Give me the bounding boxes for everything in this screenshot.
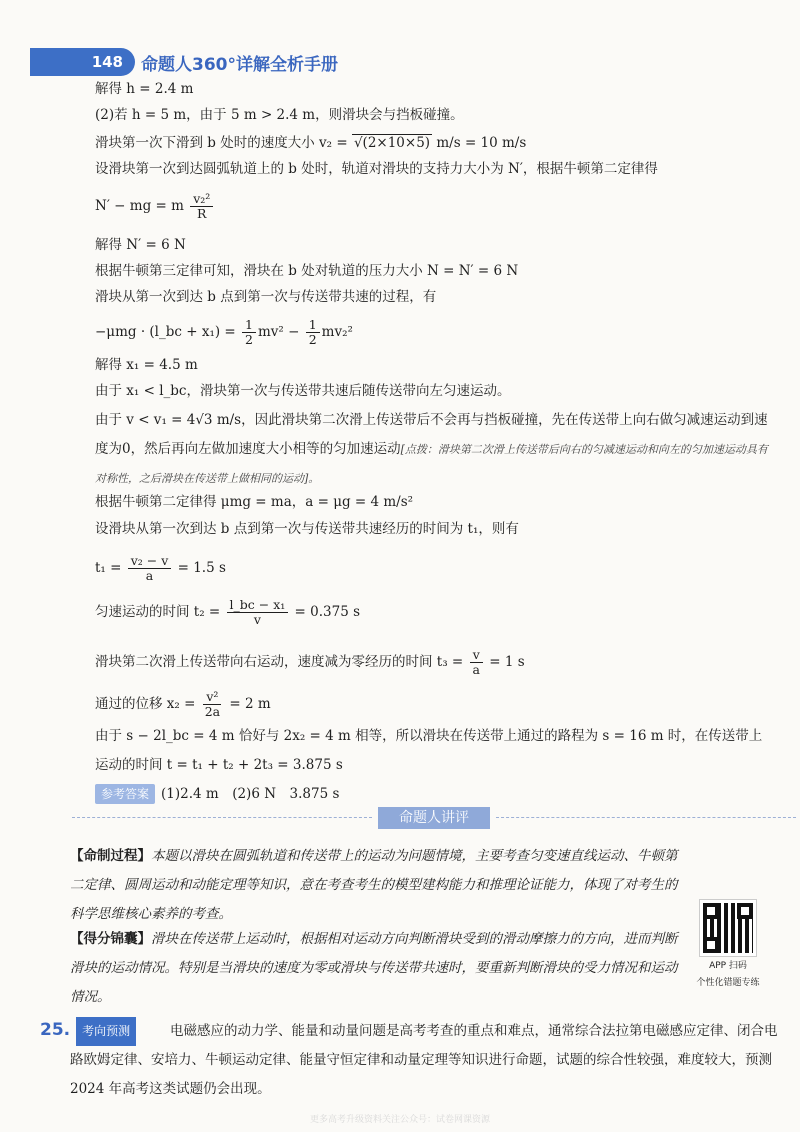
text-segment: m/s = 10 m/s xyxy=(432,135,527,151)
solution-paragraph: 由于 s − 2l_bc = 4 m 恰好与 2x₂ = 4 m 相等，所以滑块在传送带上通过的路程为 s = 16 m 时，在传送带上运动的时间 t = t₁ + t₂ + 2t₃ = 3.875 s xyxy=(95,728,763,773)
text-segment: mv² − xyxy=(257,324,304,340)
commentary-tag: 【命制过程】 xyxy=(70,848,151,864)
solution-line xyxy=(95,648,525,677)
commentary-text: 滑块在传送带上运动时，根据相对运动方向判断滑块受到的滑动摩擦力的方向，进而判断滑块的运动情况。特别是当滑块的速度为零或滑块与传送带共速时，要重新判断滑块的受力情况和运动情况。 xyxy=(70,931,678,1005)
commentary-tips xyxy=(70,925,680,1012)
solution-line xyxy=(95,554,226,583)
footer-watermark: 更多高考升级资料关注公众号：试卷网课资源 xyxy=(309,1115,490,1125)
sqrt-expression: √(2×10×5) xyxy=(353,135,431,151)
denominator: a xyxy=(145,568,154,583)
solution-line xyxy=(95,598,360,627)
tip-note: [点拨：滑块第二次滑上传送带后向右的匀减速运动和向左的匀加速运动具有对称性，之后滑块在传送带上做相同的运动]。 xyxy=(95,443,768,485)
qr-caption: 个性化错题专练 xyxy=(696,978,760,988)
solution-line xyxy=(95,690,271,719)
numerator: v² xyxy=(203,690,221,705)
text-segment: 由于 v < v₁ = 4√3 m/s，因此滑块第二次滑上传送带后不会再与挡板碰撞，先在传送带上向右做匀减速运动到速度为0，然后再向左做加速度大小相等的匀加速运动 xyxy=(95,412,768,457)
solution-line xyxy=(95,192,215,221)
denominator: 2 xyxy=(245,332,253,347)
fraction xyxy=(202,690,223,719)
question-tag: 考向预测 xyxy=(76,1017,136,1046)
numerator: l_bc − x₁ xyxy=(227,598,289,613)
text-segment: N′ − mg = m xyxy=(95,198,184,214)
answer-label: 参考答案 xyxy=(95,784,155,804)
numerator: 1 xyxy=(306,318,320,333)
book-title: 命题人360°详解全析手册 xyxy=(141,54,338,75)
text-segment: 匀速运动的时间 t₂ = xyxy=(95,604,225,620)
fraction xyxy=(306,318,320,347)
fraction xyxy=(470,648,483,677)
fraction xyxy=(227,598,289,627)
text-segment: 通过的位移 x₂ = xyxy=(95,696,200,712)
solution-line xyxy=(95,318,353,347)
commentary-text: 本题以滑块在圆弧轨道和传送带上的运动为问题情境，主要考查匀变速直线运动、牛顿第二定律、圆周运动和动能定理等知识，意在考查考生的模型建构能力和推理论证能力，体现了对考生的科学思维核心素养的考查。 xyxy=(70,848,678,922)
solution-line: 解得 x₁ = 4.5 m xyxy=(95,357,198,373)
solution-line: 解得 N′ = 6 N xyxy=(95,237,186,253)
solution-line: 设滑块从第一次到达 b 点到第一次与传送带共速经历的时间为 t₁，则有 xyxy=(95,521,519,537)
question-number: 25. xyxy=(40,1020,71,1040)
solution-line: 设滑块第一次到达圆弧轨道上的 b 处时，轨道对滑块的支持力大小为 N′，根据牛顿第二定律得 xyxy=(95,161,658,177)
text-segment: mv₂² xyxy=(321,324,353,340)
page-number-tab: 148 xyxy=(30,48,135,76)
qr-code-block[interactable] xyxy=(688,900,768,990)
commentary-banner: 命题人讲评 xyxy=(378,807,490,829)
denominator: v xyxy=(253,612,261,627)
numerator: v xyxy=(470,648,483,663)
answer-text: (1)2.4 m (2)6 N 3.875 s xyxy=(161,786,340,802)
text-segment: = 1.5 s xyxy=(173,560,226,576)
qr-caption: APP 扫码 xyxy=(709,961,747,971)
answer-line xyxy=(95,784,339,804)
fraction xyxy=(128,554,172,583)
text-segment: t₁ = xyxy=(95,560,126,576)
solution-line: 根据牛顿第三定律可知，滑块在 b 处对轨道的压力大小 N = N′ = 6 N xyxy=(95,263,519,279)
numerator: 1 xyxy=(242,318,256,333)
commentary-tag: 【得分锦囊】 xyxy=(70,931,151,947)
page-header xyxy=(30,48,410,76)
denominator: R xyxy=(197,206,207,221)
text-segment: −μmg · (l_bc + x₁) = xyxy=(95,324,241,340)
fraction xyxy=(190,192,213,221)
text-segment: = 0.375 s xyxy=(290,604,361,620)
question-text: 电磁感应的动力学、能量和动量问题是高考考查的重点和难点，通常综合法拉第电磁感应定律、闭合电路欧姆定律、安培力、牛顿运动定律、能量守恒定律和动量定理等知识进行命题，试题的综合性较强，难度较大，预测 2024 年高考这类试题仍会出现。 xyxy=(70,1023,778,1097)
text-segment: 滑块第一次下滑到 b 处时的速度大小 v₂ = xyxy=(95,135,352,151)
denominator: a xyxy=(472,662,480,677)
qr-code-icon[interactable] xyxy=(700,900,756,956)
denominator: 2 xyxy=(308,332,317,347)
solution-line: 滑块从第一次到达 b 点到第一次与传送带共速的过程，有 xyxy=(95,289,437,305)
solution-line: 根据牛顿第二定律得 μmg = ma，a = μg = 4 m/s² xyxy=(95,494,414,510)
text-segment: 滑块第二次滑上传送带向右运动，速度减为零经历的时间 t₃ = xyxy=(95,654,468,670)
question-25 xyxy=(40,1016,780,1104)
solution-line: (2)若 h = 5 m，由于 5 m > 2.4 m，则滑块会与挡板碰撞。 xyxy=(95,107,464,123)
solution-paragraph xyxy=(95,406,775,493)
denominator: 2a xyxy=(204,704,221,719)
text-segment: = 1 s xyxy=(484,654,525,670)
solution-line: 由于 x₁ < l_bc，滑块第一次与传送带共速后随传送带向左匀速运动。 xyxy=(95,383,511,399)
numerator: v₂² xyxy=(190,192,213,207)
text-segment: = 2 m xyxy=(225,696,271,712)
solution-line: 解得 h = 2.4 m xyxy=(95,81,194,97)
solution-line xyxy=(95,134,526,152)
fraction xyxy=(242,318,256,347)
commentary-process xyxy=(70,842,680,929)
numerator: v₂ − v xyxy=(128,554,172,569)
